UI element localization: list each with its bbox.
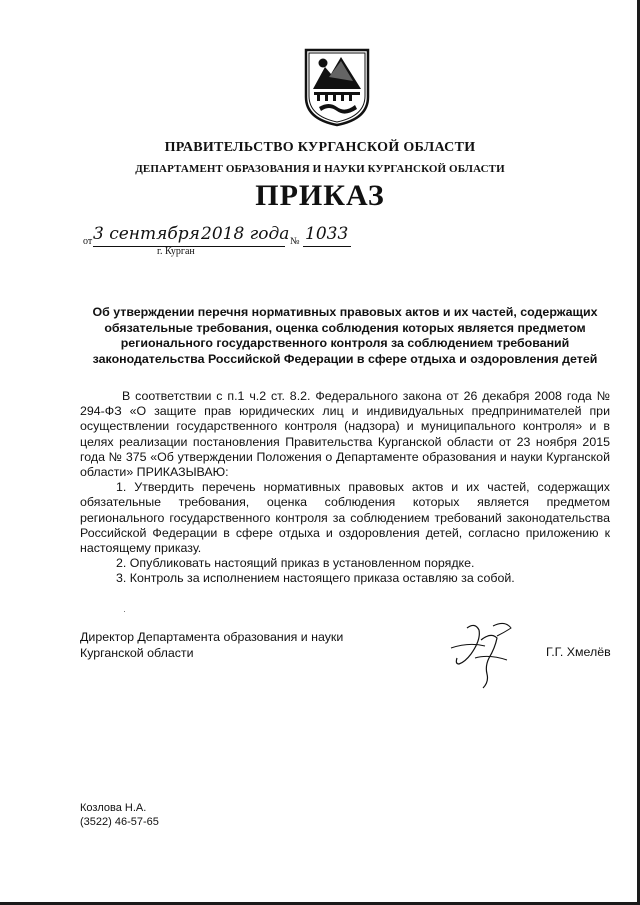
executor-phone: (3522) 46-57-65: [80, 816, 159, 828]
order-item-3: 3. Контроль за исполнением настоящего приказа оставляю за собой.: [116, 571, 515, 586]
executor-contact: [80, 801, 159, 829]
coat-of-arms-icon: [303, 47, 371, 127]
signatory-position: [80, 630, 343, 661]
from-prefix: от: [83, 236, 93, 247]
order-item-1: 1. Утвердить перечень нормативных правовых актов и их частей, содержащих обязательные требования, оценка соблюдения которых является предметом регионального государственного контроля за соблюдением требований законодательства Российской Федерации в сфере отдыха и оздоровления детей, согласно приложению к настоящему приказу.: [80, 480, 610, 556]
preamble-paragraph: В соответствии с п.1 ч.2 ст. 8.2. Федерального закона от 26 декабря 2008 года № 294-ФЗ «О защите прав юридических лиц и индивидуальных предпринимателей при осуществлении государственного контроля (надзора) и муниципального контроля» и в целях реализации постановления Правительства Курганской области от 23 ноября 2015 года № 375 «Об утверждении Положения о Департаменте образования и науки Курганской области» ПРИКАЗЫВАЮ:: [80, 389, 610, 480]
handwritten-signature: [445, 618, 525, 690]
position-line-1: Директор Департамента образования и науки: [80, 630, 344, 644]
order-item-2: 2. Опубликовать настоящий приказ в установленном порядке.: [116, 556, 475, 571]
signatory-name: Г.Г. Хмелёв: [546, 645, 611, 659]
scan-speck: [124, 611, 125, 612]
position-line-2: Курганской области: [80, 645, 194, 660]
number-prefix: №: [290, 236, 300, 247]
handwritten-year: 2018 года: [201, 224, 290, 244]
order-subject: Об утверждении перечня нормативных правовых актов и их частей, содержащих обязательные требования, оценка соблюдения которых является предметом регионального государственного контроля за соблюдением требований законодательства Российской Федерации в сфере отдыха и оздоровления детей: [92, 305, 598, 366]
city: г. Курган: [157, 246, 195, 257]
government-title: ПРАВИТЕЛЬСТВО КУРГАНСКОЙ ОБЛАСТИ: [164, 140, 476, 155]
number-underline: [303, 246, 351, 247]
department-title: ДЕПАРТАМЕНТ ОБРАЗОВАНИЯ И НАУКИ КУРГАНСКОЙ ОБЛАСТИ: [135, 163, 505, 175]
order-date-number-line: [83, 224, 383, 262]
order-body: [80, 389, 610, 587]
executor-name: Козлова Н.А.: [80, 802, 147, 814]
handwritten-date: 3 сентября: [93, 224, 200, 244]
document-type-title: ПРИКАЗ: [255, 179, 385, 212]
handwritten-order-number: 1033: [305, 224, 349, 244]
